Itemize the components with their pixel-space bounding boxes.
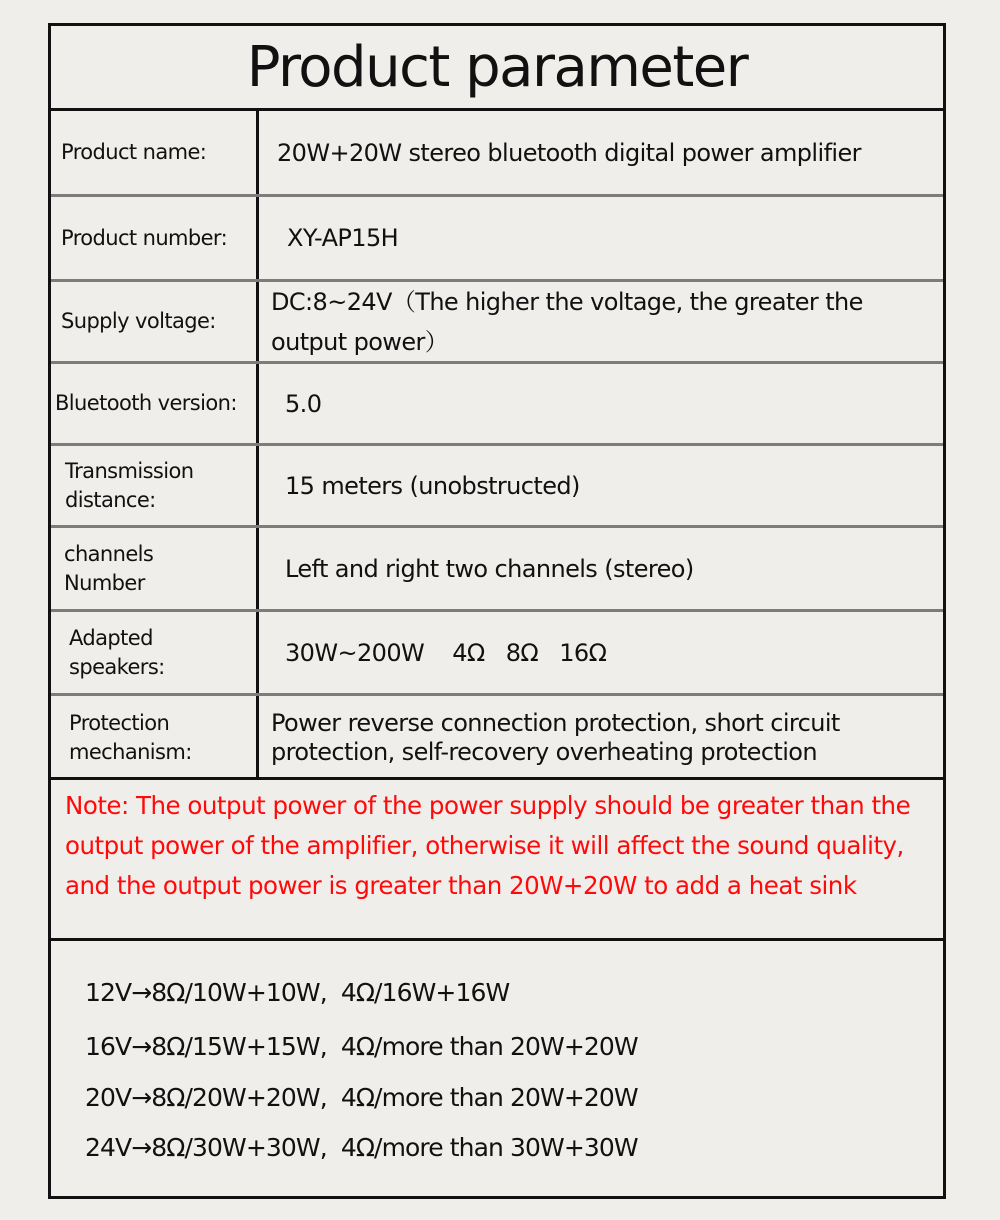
- row-value: Left and right two channels (stereo): [285, 554, 694, 583]
- row-value: Power reverse connection protection, short circuit protection, self-recovery overheating protection: [271, 709, 840, 766]
- row-value: 30W~200W 4Ω 8Ω 16Ω: [285, 638, 607, 667]
- row-label: channels Number: [51, 528, 259, 609]
- table-row-protection-mechanism: [51, 693, 943, 780]
- table-row-adapted-speakers: [51, 609, 943, 693]
- table-row-channels-number: [51, 525, 943, 609]
- row-label: Product name:: [51, 111, 259, 194]
- row-label: Product number:: [51, 197, 259, 279]
- parameter-table: [48, 23, 946, 1199]
- page-title: Product parameter: [51, 26, 943, 111]
- row-label: Adapted speakers:: [51, 612, 259, 693]
- row-value: 5.0: [285, 389, 322, 418]
- table-row-transmission-distance: [51, 443, 943, 525]
- row-value: 15 meters (unobstructed): [285, 471, 580, 500]
- warning-note: Note: The output power of the power supply should be greater than the output power of the amplifier, otherwise it will affect the sound quality, and the output power is greater than 20W+20W to add a heat sink: [51, 777, 943, 941]
- row-value: XY-AP15H: [287, 224, 399, 252]
- row-label: Transmission distance:: [51, 446, 259, 525]
- row-label: Bluetooth version:: [51, 364, 259, 443]
- table-row-product-name: [51, 111, 943, 194]
- table-row-bluetooth-version: [51, 361, 943, 443]
- row-value: 20W+20W stereo bluetooth digital power amplifier: [277, 138, 861, 167]
- power-spec-item: 16V→8Ω/15W+15W, 4Ω/more than 20W+20W: [85, 1032, 638, 1061]
- row-value: DC:8~24V（The higher the voltage, the greater the output power）: [271, 287, 863, 356]
- row-label: Protection mechanism:: [51, 696, 259, 780]
- table-row-supply-voltage: [51, 279, 943, 361]
- power-spec-item: 12V→8Ω/10W+10W, 4Ω/16W+16W: [85, 978, 510, 1007]
- power-spec-item: 24V→8Ω/30W+30W, 4Ω/more than 30W+30W: [85, 1133, 638, 1162]
- table-row-product-number: [51, 194, 943, 279]
- row-label: Supply voltage:: [51, 282, 259, 361]
- power-spec-item: 20V→8Ω/20W+20W, 4Ω/more than 20W+20W: [85, 1083, 638, 1112]
